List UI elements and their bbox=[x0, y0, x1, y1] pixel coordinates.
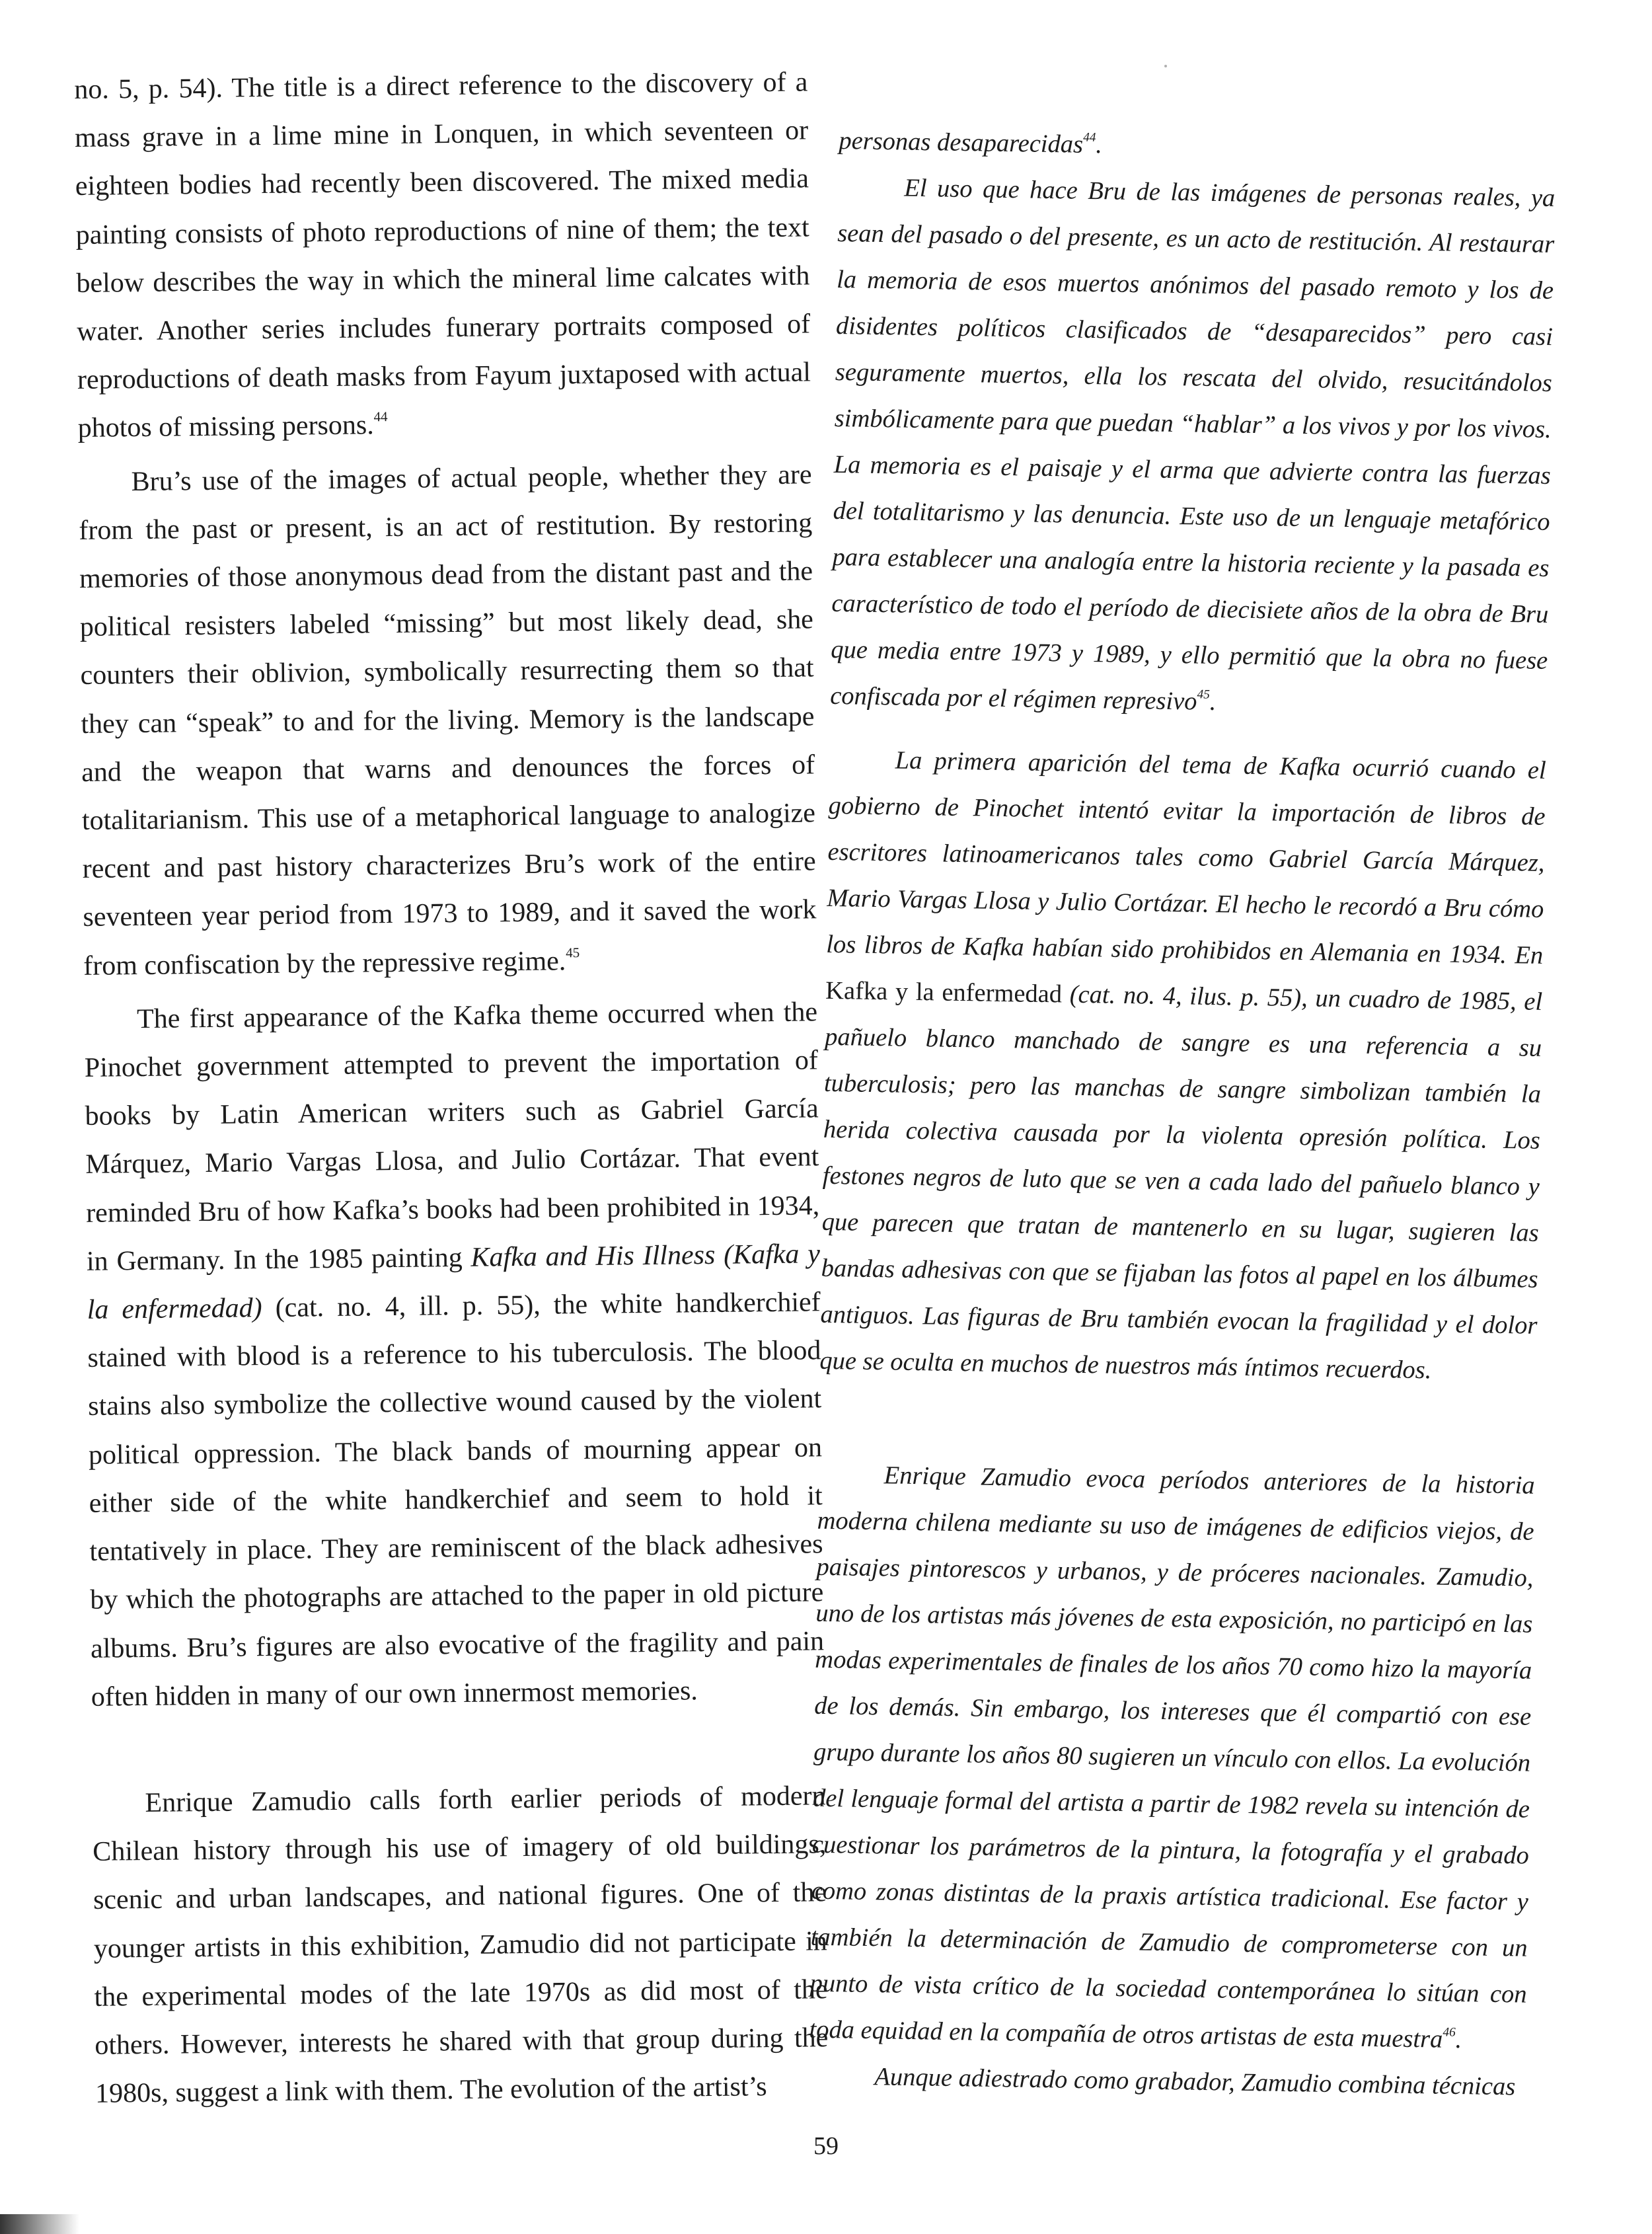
scan-edge-shadow bbox=[0, 2214, 79, 2234]
footnote-ref-44-es: 44 bbox=[1083, 130, 1096, 145]
paragraph-en-4: Enrique Zamudio calls forth earlier periods of modern Chilean history through his use of imagery of old buildings, scenic and urban landscapes, and national figures. One of the younger artists in this exhibition, Zamudio did not participate in the experimental modes of the late 1970s as did most of the others. However, interests he shared with that group during the 1980s, suggest a link with them. The evolution of the artist’s bbox=[93, 1781, 829, 2109]
footnote-ref-44: 44 bbox=[373, 408, 388, 425]
page-number: 59 bbox=[813, 2132, 839, 2160]
footnote-ref-45-es: 45 bbox=[1197, 687, 1211, 702]
english-column bbox=[74, 58, 829, 2118]
paragraph-en-3: The first appearance of the Kafka theme occurred when the Pinochet government attempted to prevent the importation of books by Latin American writers such as Gabriel García Márquez, Mario Vargas Llosa, and Julio Cortázar. That event reminded Bru of how Kafka’s books had been prohibited in 1934, in Germany. In the 1985 painting Kafka and His Illness (Kafka y la enfermedad) (cat. no. 4, ill. p. 55), the white handkerchief stained with blood is a reference to his tuberculosis. The blood stains also symbolize the collective wound caused by the violent political oppression. The black bands of mourning appear on either side of the white handkerchief and seem to hold it tentatively in place. They are reminiscent of the black adhesives by which the photographs are attached to the paper in old picture albums. Bru’s figures are also evocative of the fragility and pain often hidden in many of our own innermost memories. bbox=[84, 997, 825, 1713]
footnote-ref-46-es: 46 bbox=[1443, 2025, 1456, 2040]
footnote-ref-45: 45 bbox=[566, 944, 580, 961]
paragraph-es-5: Aunque adiestrado como grabador, Zamudio combina técnicas bbox=[874, 2063, 1516, 2101]
paragraph-es-3: La primera aparición del tema de Kafka ocurrió cuando el gobierno de Pinochet intentó evitar la importación de libros de escritores latinoamericanos tales como Gabriel García Márquez, Mario Vargas Llosa y Julio Cortázar. El hecho le recordó a Bru cómo los libros de Kafka habían sido prohibidos en Alemania en 1934. En Kafka y la enfermedad (cat. no. 4, ilus. p. 55), un cuadro de 1985, el pañuelo blanco manchado de sangre es una referencia a su tuberculosis; pero las manchas de sangre simbolizan también la herida colectiva causada por la violenta opresión política. Los festones negros de luto que se ven a cada lado del pañuelo blanco y que parecen que tratan de mantenerlo en su lugar, sugieren las bandas adhesivas con que se fijaban las fotos al papel en los álbumes antiguos. Las figuras de Bru también evocan la fragilidad y el dolor que se oculta en muchos de nuestros más íntimos recuerdos. bbox=[819, 746, 1546, 1385]
artwork-title: Kafka and His Illness (Kafka y la enfermedad) bbox=[87, 1239, 821, 1325]
paragraph-es-1: personas desaparecidas$^{44}$. bbox=[839, 126, 1103, 159]
artwork-title-es: Kafka y la enfermedad bbox=[825, 976, 1063, 1009]
spanish-column bbox=[808, 118, 1556, 2110]
paragraph-es-4: Enrique Zamudio evoca períodos anteriores de la historia moderna chilena mediante su uso de imágenes de edificios viejos, de paisajes pintorescos y urbanos, y de próceres nacionales. Zamudio, uno de los artistas más jóvenes de esta exposición, no participó en las modas experimentales de finales de los años 70 como hizo la mayoría de los demás. Sin embargo, los intereses que él compartió con ese grupo durante los años 80 sugieren un vínculo con ellos. La evolución del lenguaje formal del artista a partir de 1982 revela su intención de cuestionar los parámetros de la pintura, la fotografía y el grabado como zonas distintas de la praxis artística tradicional. Ese factor y también la determinación de Zamudio de comprometerse con un punto de vista crítico de la sociedad contemporánea lo sitúan con toda equidad en la compañía de otros artistas de esta muestra$^{46}$. bbox=[809, 1461, 1535, 2054]
paragraph-es-2: El uso que hace Bru de las imágenes de personas reales, ya sean del pasado o del presente, es un acto de restitución. Al restaurar la memoria de esos muertos anónimos del pasado remoto y los de disidentes políticos clasificados de “desaparecidos” pero casi seguramente muertos, ella los rescata del olvido, resucitándolos simbólicamente para que puedan “hablar” a los vivos y por los vivos. La memoria es el paisaje y el arma que advierte contra las fuerzas del totalitarismo y las denuncia. Este uso de un lenguaje metafórico para establecer una analogía entre la historia reciente y la pasada es característico de todo el período de diecisiete años de la obra de Bru que media entre 1973 y 1989, y ello permitió que la obra no fuese confiscada por el régimen represivo$^{45}$. bbox=[829, 174, 1556, 716]
scan-dust-speck bbox=[1164, 65, 1167, 67]
paragraph-en-2: Bru’s use of the images of actual people, whether they are from the past or present, is an act of restitution. By restoring memories of those anonymous dead from the distant past and the political resisters labeled “missing” but most likely dead, she counters their oblivion, symbolically resurrecting them so that they can “speak” to and for the living. Memory is the landscape and the weapon that warns and denounces the forces of totalitarianism. This use of a metaphorical language to analogize recent and past history characterizes Bru’s work of the entire seventeen year period from 1973 to 1989, and it saved the work from confiscation by the repressive regime.$^{45}$ bbox=[79, 459, 817, 982]
paragraph-en-1: no. 5, p. 54). The title is a direct reference to the discovery of a mass grave in a lime mine in Lonquen, in which seventeen or eighteen bodies had recently been discovered. The mixed media painting consists of photo reproductions of nine of them; the text below describes the way in which the mineral lime calcates with water. Another series includes funerary portraits composed of reproductions of death masks from Fayum juxtaposed with actual photos of missing persons.$^{44}$ bbox=[74, 67, 811, 444]
